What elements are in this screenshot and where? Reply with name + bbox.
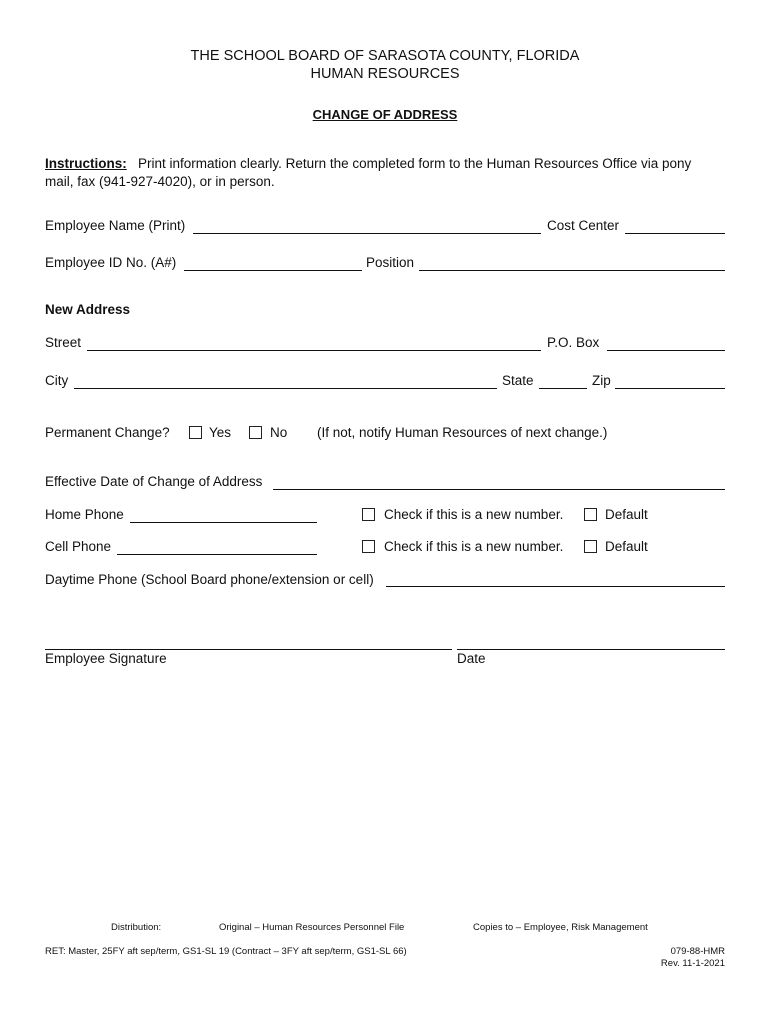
zip-field[interactable]	[615, 388, 725, 389]
position-label: Position	[366, 255, 415, 270]
po-box-label: P.O. Box	[547, 335, 600, 350]
form-number: 079-88-HMR	[670, 946, 725, 957]
home-default-label: Default	[605, 507, 648, 522]
dept-title: HUMAN RESOURCES	[310, 66, 460, 82]
signature-line[interactable]	[45, 649, 452, 650]
cell-phone-field[interactable]	[117, 554, 317, 555]
position-field[interactable]	[419, 270, 725, 271]
no-checkbox[interactable]	[249, 426, 262, 439]
cell-phone-label: Cell Phone	[45, 539, 112, 554]
employee-id-field[interactable]	[184, 270, 362, 271]
permanent-change-label: Permanent Change?	[45, 425, 170, 440]
state-field[interactable]	[539, 388, 587, 389]
cost-center-label: Cost Center	[547, 218, 620, 233]
org-title: THE SCHOOL BOARD OF SARASOTA COUNTY, FLORIDA	[190, 48, 580, 64]
distribution-original: Original – Human Resources Personnel File	[219, 922, 405, 933]
retention-note: RET: Master, 25FY aft sep/term, GS1-SL 19 (Contract – 3FY aft sep/term, GS1-SL 66)	[45, 946, 407, 957]
state-label: State	[502, 373, 534, 388]
date-line[interactable]	[457, 649, 725, 650]
cost-center-field[interactable]	[625, 233, 725, 234]
cell-default-label: Default	[605, 539, 648, 554]
permanent-note: (If not, notify Human Resources of next change.)	[317, 425, 608, 440]
effective-date-field[interactable]	[273, 489, 725, 490]
yes-label: Yes	[209, 425, 232, 440]
home-phone-field[interactable]	[130, 522, 317, 523]
home-default-checkbox[interactable]	[584, 508, 597, 521]
home-phone-label: Home Phone	[45, 507, 124, 522]
cell-default-checkbox[interactable]	[584, 540, 597, 553]
distribution-label: Distribution:	[111, 922, 162, 933]
yes-checkbox[interactable]	[189, 426, 202, 439]
no-label: No	[270, 425, 288, 440]
employee-name-field[interactable]	[193, 233, 541, 234]
effective-date-label: Effective Date of Change of Address	[45, 474, 263, 489]
city-field[interactable]	[74, 388, 497, 389]
instructions-line-1	[45, 156, 691, 171]
instructions-text: Print information clearly. Return the completed form to the Human Resources Office via pony	[138, 156, 692, 171]
form-title: CHANGE OF ADDRESS	[312, 107, 458, 122]
cell-new-number-label: Check if this is a new number.	[384, 539, 564, 554]
street-field[interactable]	[87, 350, 541, 351]
daytime-phone-field[interactable]	[386, 586, 725, 587]
city-label: City	[45, 373, 69, 388]
cell-new-number-checkbox[interactable]	[362, 540, 375, 553]
zip-label: Zip	[592, 373, 611, 388]
new-address-heading: New Address	[45, 302, 131, 317]
po-box-field[interactable]	[607, 350, 725, 351]
distribution-copies: Copies to – Employee, Risk Management	[473, 922, 648, 933]
date-label: Date	[457, 651, 486, 666]
home-new-number-label: Check if this is a new number.	[384, 507, 564, 522]
employee-name-label: Employee Name (Print)	[45, 218, 186, 233]
home-new-number-checkbox[interactable]	[362, 508, 375, 521]
employee-id-label: Employee ID No. (A#)	[45, 255, 177, 270]
street-label: Street	[45, 335, 82, 350]
instructions-line-2: mail, fax (941-927-4020), or in person.	[45, 174, 275, 189]
daytime-phone-label: Daytime Phone (School Board phone/extension or cell)	[45, 572, 374, 587]
signature-label: Employee Signature	[45, 651, 167, 666]
revision-date: Rev. 11-1-2021	[660, 958, 725, 969]
instructions-label: Instructions:	[45, 156, 127, 171]
